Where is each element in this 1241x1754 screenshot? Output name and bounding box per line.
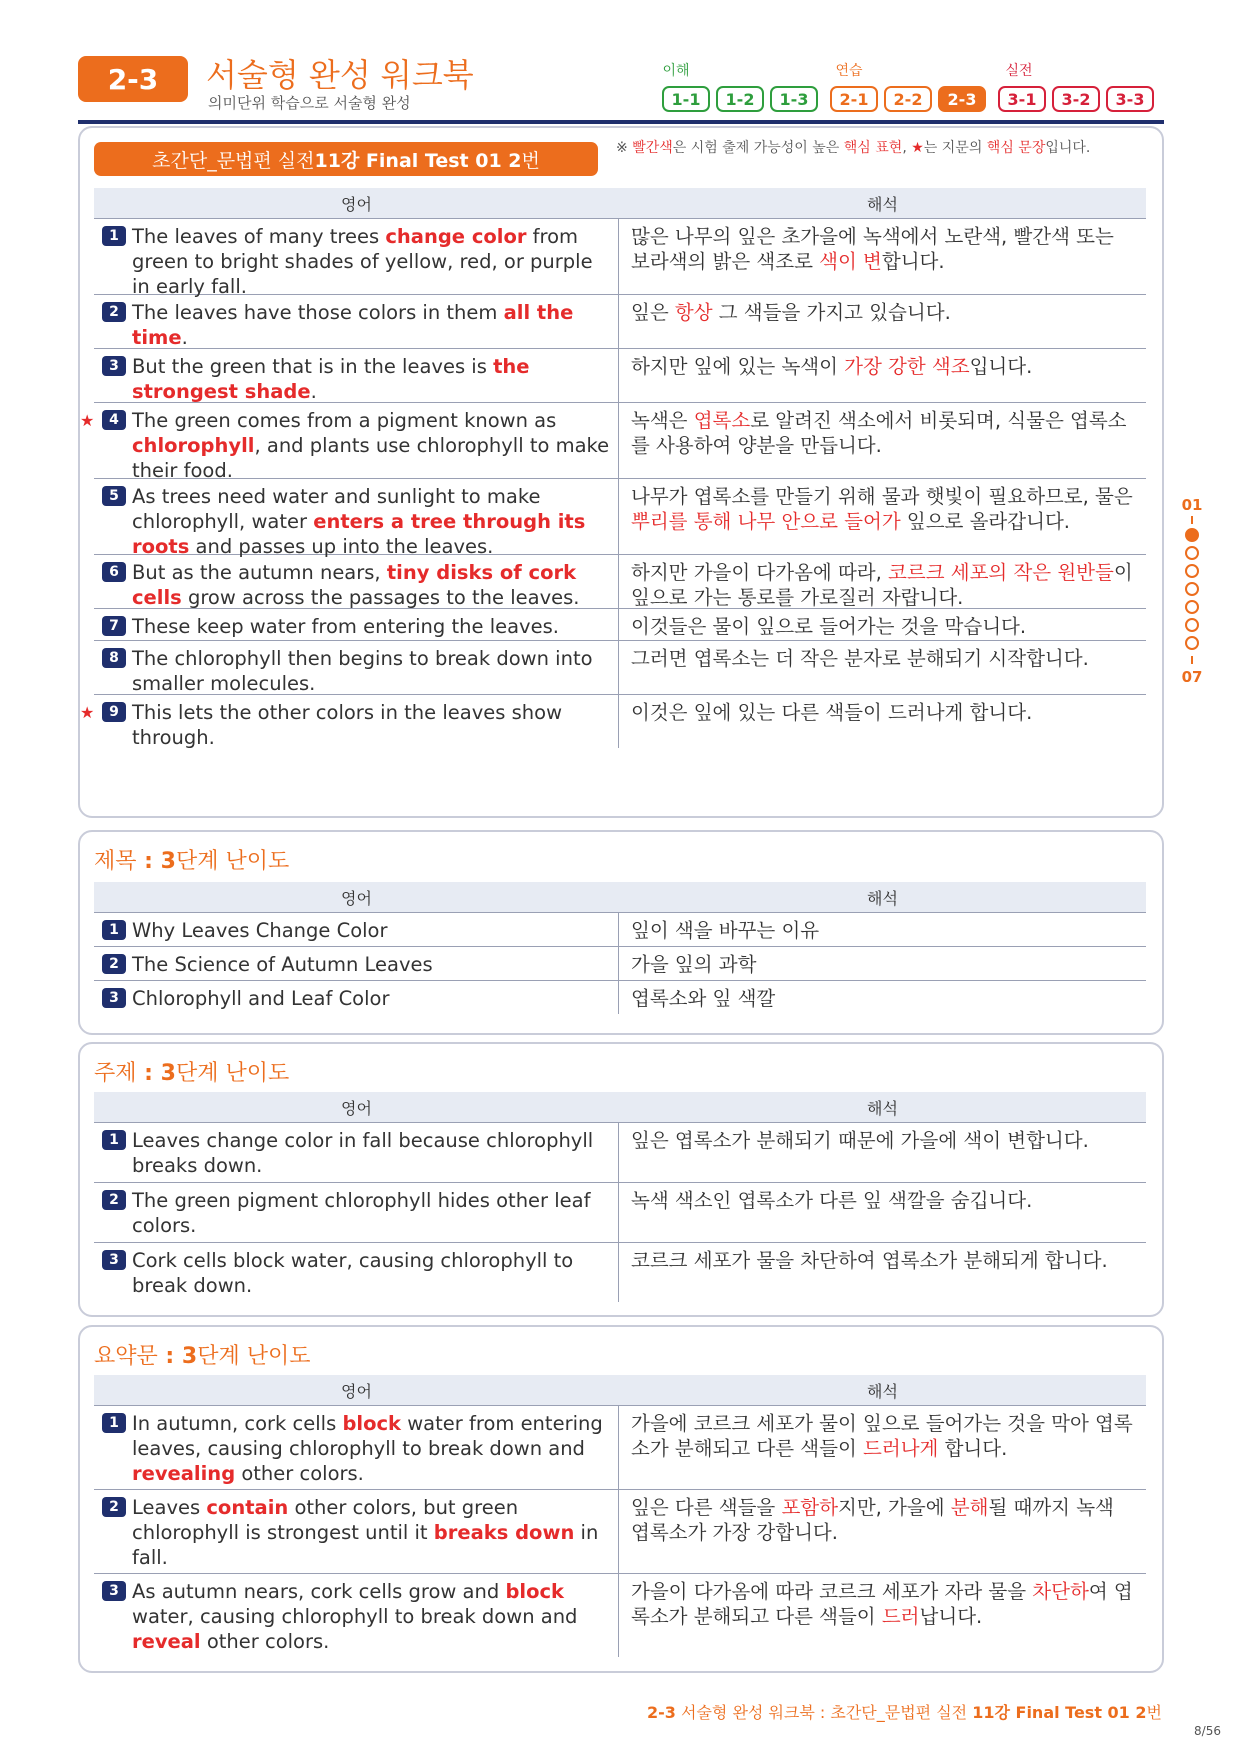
- page-footer: [0, 1700, 1162, 1723]
- key-expression: all the time: [132, 301, 574, 349]
- sentence-number-badge: 2: [102, 1497, 126, 1517]
- english-text: other colors.: [200, 1630, 330, 1653]
- side-nav-start: 01: [1181, 496, 1203, 514]
- english-text: But the green that is in the leaves is: [132, 355, 494, 378]
- korean-cell: [619, 641, 1146, 694]
- notice-red-text: 빨간색: [632, 140, 673, 156]
- sentence-number-badge: 4: [102, 410, 126, 430]
- english-cell: [80, 695, 619, 749]
- step-button-1-1[interactable]: 1-1: [662, 86, 710, 112]
- progress-dot[interactable]: [1185, 636, 1199, 650]
- section-label: 주제: [94, 1061, 137, 1086]
- english-cell: [94, 349, 619, 402]
- english-text: grow across the passages to the leaves.: [181, 586, 580, 609]
- step-button-2-2[interactable]: 2-2: [884, 86, 932, 112]
- table-row: [94, 1489, 1146, 1573]
- sentence-number-badge: 2: [102, 954, 126, 974]
- section-level-suffix: 단계 난이도: [175, 1061, 290, 1086]
- sentence-number-badge: 3: [102, 988, 126, 1008]
- key-expression: the strongest shade: [132, 355, 530, 403]
- english-cell: [94, 641, 619, 694]
- test-title-bold: 11강 Final Test 01 2: [314, 149, 522, 172]
- korean-cell: [619, 913, 1146, 946]
- summary-rows: [94, 1405, 1146, 1657]
- group-label-practice: 연습: [835, 63, 863, 79]
- group-label-understand: 이해: [662, 63, 690, 79]
- english-text: from green to bright shades of yellow, red, or purple in early fall.: [132, 225, 593, 298]
- test-title-suffix: 번: [521, 149, 540, 172]
- english-text: other colors, but green chlorophyll is strongest until it: [132, 1496, 519, 1544]
- key-translation: 드러나게: [863, 1437, 939, 1460]
- progress-dot[interactable]: [1185, 546, 1199, 560]
- key-translation: 차단하: [1032, 1580, 1089, 1603]
- english-text: The green comes from a pigment known as: [132, 409, 557, 432]
- english-text: Cork cells block water, causing chlorophyll to break down.: [132, 1249, 574, 1297]
- korean-cell: [619, 1490, 1146, 1573]
- column-header-english: 영어: [341, 1381, 372, 1401]
- korean-text: 그 색들을 가지고 있습니다.: [712, 301, 951, 324]
- table-row: [94, 980, 1146, 1014]
- column-header-korean: 해석: [867, 888, 898, 908]
- key-expression: enters a tree through its roots: [132, 510, 586, 558]
- english-cell: [94, 947, 619, 980]
- notice-text: 은 시험 출제 가능성이 높은: [672, 140, 844, 156]
- english-text: water, causing chlorophyll to break down and: [132, 1605, 578, 1628]
- key-expression: reveal: [132, 1630, 201, 1653]
- table-row: [94, 1182, 1146, 1242]
- english-text: in fall.: [132, 1521, 599, 1569]
- step-button-1-3[interactable]: 1-3: [770, 86, 818, 112]
- korean-cell: [619, 555, 1146, 608]
- page-number: 8/56: [1194, 1724, 1221, 1738]
- korean-cell: [619, 981, 1146, 1014]
- table-row: [94, 946, 1146, 980]
- title-panel: [78, 830, 1164, 1035]
- korean-text: 여 엽록소가 분해되고 다른 색들이: [631, 1580, 1133, 1628]
- step-button-3-1[interactable]: 3-1: [998, 86, 1046, 112]
- sentence-number-badge: 5: [102, 486, 126, 506]
- english-text: other colors.: [235, 1462, 364, 1485]
- star-icon: ★: [80, 411, 95, 430]
- footer-text: 서술형 완성 워크북 : 초간단_문법편 실전: [675, 1703, 973, 1722]
- notice-red-text: 핵심 표현: [843, 140, 903, 156]
- star-icon: ★: [80, 703, 95, 722]
- korean-text: 될 때까지 녹색 엽록소가 가장 강합니다.: [631, 1496, 1114, 1544]
- english-cell: [94, 295, 619, 348]
- english-text: water from entering leaves, causing chlorophyll to break down and: [132, 1412, 603, 1460]
- key-translation: 분해: [950, 1496, 989, 1519]
- english-text: Why Leaves Change Color: [132, 919, 388, 942]
- side-nav-line: [1191, 656, 1193, 664]
- table-row: [94, 294, 1146, 348]
- section-level-suffix: 단계 난이도: [197, 1344, 311, 1369]
- page-subtitle: 의미단위 학습으로 서술형 완성: [208, 94, 411, 112]
- korean-text: 지만, 가을에: [837, 1496, 951, 1519]
- sentence-number-badge: 1: [102, 920, 126, 940]
- english-text: , and plants use chlorophyll to make their food.: [132, 434, 610, 482]
- table-row: [94, 912, 1146, 946]
- english-text: The Science of Autumn Leaves: [132, 953, 433, 976]
- korean-text: 이것은 잎에 있는 다른 색들이 드러나게 합니다.: [631, 701, 1033, 724]
- korean-text: 코르크 세포가 물을 차단하여 엽록소가 분해되게 합니다.: [631, 1249, 1108, 1272]
- korean-text: 하지만 잎에 있는 녹색이: [631, 355, 845, 378]
- footer-badge: 2-3: [647, 1703, 676, 1722]
- footer-bold-text: 11강 Final Test 01 2: [972, 1703, 1147, 1722]
- english-text: .: [181, 326, 188, 349]
- key-expression: tiny disks of cork cells: [132, 561, 577, 609]
- star-icon: ★: [911, 140, 924, 156]
- english-text: Leaves change color in fall because chlorophyll breaks down.: [132, 1129, 594, 1177]
- section-title-title: [94, 844, 289, 875]
- section-level: : 3: [136, 849, 176, 874]
- korean-text: 가을 잎의 과학: [631, 953, 757, 976]
- key-expression: block: [505, 1580, 565, 1603]
- table-row: [94, 554, 1146, 608]
- korean-text: 많은 나무의 잎은 초가을에 녹색에서 노란색, 빨간색 또는 보라색의 밝은 색조로: [631, 225, 1114, 273]
- korean-text: 이 잎으로 가는 통로를 가로질러 자랍니다.: [631, 561, 1133, 609]
- english-text: The chlorophyll then begins to break down into smaller molecules.: [132, 647, 593, 695]
- korean-text: 입니다.: [969, 355, 1033, 378]
- theme-panel: [78, 1042, 1164, 1317]
- table-row: [94, 1573, 1146, 1657]
- korean-cell: [619, 1406, 1146, 1489]
- side-nav-line: [1191, 516, 1193, 524]
- section-title-summary: [94, 1339, 310, 1370]
- korean-cell: [619, 1243, 1146, 1302]
- english-text: The leaves have those colors in them: [132, 301, 504, 324]
- english-cell: [94, 609, 619, 640]
- step-button-3-2[interactable]: 3-2: [1052, 86, 1100, 112]
- korean-cell: [619, 947, 1146, 980]
- korean-cell: [619, 349, 1146, 402]
- korean-cell: [619, 479, 1146, 554]
- korean-cell: [619, 403, 1146, 478]
- section-label: 요약문: [94, 1344, 158, 1369]
- english-cell: [80, 403, 619, 482]
- sentence-number-badge: 3: [102, 1581, 126, 1601]
- section-level-suffix: 단계 난이도: [175, 849, 290, 874]
- table-row: [94, 640, 1146, 694]
- table-header: [94, 1375, 1146, 1405]
- step-button-2-1[interactable]: 2-1: [830, 86, 878, 112]
- korean-text: 잎은 엽록소가 분해되기 때문에 가을에 색이 변합니다.: [631, 1129, 1089, 1152]
- sentence-number-badge: 9: [102, 702, 126, 722]
- english-cell: [94, 479, 619, 558]
- korean-cell: [619, 295, 1146, 348]
- table-row: [94, 1242, 1146, 1302]
- progress-dot[interactable]: [1185, 564, 1199, 578]
- english-cell: [94, 1123, 619, 1182]
- korean-cell: [619, 219, 1146, 294]
- english-cell: [94, 981, 619, 1014]
- english-text: But as the autumn nears,: [132, 561, 387, 584]
- table-header: [94, 1092, 1146, 1122]
- page-title: 서술형 완성 워크북: [206, 56, 474, 94]
- english-text: .: [310, 380, 317, 403]
- side-nav-end: 07: [1181, 668, 1203, 686]
- sentence-number-badge: 6: [102, 562, 126, 582]
- summary-panel: [78, 1325, 1164, 1673]
- notice-text: 입니다.: [1045, 140, 1091, 156]
- sentence-number-badge: 1: [102, 226, 126, 246]
- english-cell: [94, 1490, 619, 1573]
- korean-text: 잎으로 올라갑니다.: [900, 510, 1070, 533]
- english-text: Chlorophyll and Leaf Color: [132, 987, 390, 1010]
- sentence-number-badge: 3: [102, 356, 126, 376]
- english-text: Leaves: [132, 1496, 207, 1519]
- table-row: [94, 218, 1146, 298]
- column-header-korean: 해석: [867, 1381, 898, 1401]
- column-header-korean: 해석: [867, 1098, 898, 1118]
- notice-red-text: 핵심 문장: [986, 140, 1046, 156]
- english-cell: [94, 1243, 619, 1302]
- column-header-english: 영어: [341, 194, 372, 214]
- section-title-theme: [94, 1056, 289, 1087]
- korean-text: 엽록소와 잎 색깔: [631, 987, 776, 1010]
- sentence-number-badge: 3: [102, 1250, 126, 1270]
- step-button-3-3[interactable]: 3-3: [1106, 86, 1154, 112]
- korean-cell: [619, 1183, 1146, 1242]
- progress-dot[interactable]: [1185, 600, 1199, 614]
- key-expression: block: [342, 1412, 402, 1435]
- korean-cell: [619, 1574, 1146, 1657]
- english-text: As autumn nears, cork cells grow and: [132, 1580, 506, 1603]
- sentence-number-badge: 7: [102, 616, 126, 636]
- korean-text: 하지만 가을이 다가옴에 따라,: [631, 561, 889, 584]
- progress-dot[interactable]: [1185, 618, 1199, 632]
- test-title: [94, 142, 598, 176]
- korean-text: 로 알려진 색소에서 비롯되며, 식물은 엽록소를 사용하여 양분을 만듭니다.: [631, 409, 1127, 457]
- key-expression: contain: [206, 1496, 289, 1519]
- table-row: [94, 1122, 1146, 1182]
- key-expression: breaks down: [433, 1521, 575, 1544]
- korean-text: 녹색은: [631, 409, 694, 432]
- table-row: [94, 1405, 1146, 1489]
- section-label: 제목: [94, 849, 137, 874]
- key-expression: revealing: [132, 1462, 236, 1485]
- english-cell: [94, 555, 619, 608]
- korean-text: 잎은: [631, 301, 675, 324]
- step-button-1-2[interactable]: 1-2: [716, 86, 764, 112]
- unit-badge: 2-3: [78, 56, 188, 102]
- english-cell: [94, 913, 619, 946]
- sentence-number-badge: 1: [102, 1130, 126, 1150]
- key-translation: 코르크 세포의 작은 원반들: [888, 561, 1114, 584]
- english-text: The leaves of many trees: [132, 225, 386, 248]
- legend-notice: [616, 138, 1156, 158]
- korean-text: 녹색 색소인 엽록소가 다른 잎 색깔을 숨깁니다.: [631, 1189, 1033, 1212]
- korean-text: 그러면 엽록소는 더 작은 분자로 분해되기 시작합니다.: [631, 647, 1089, 670]
- key-translation: 항상: [674, 301, 713, 324]
- english-text: The green pigment chlorophyll hides other leaf colors.: [132, 1189, 591, 1237]
- english-cell: [94, 219, 619, 298]
- column-header-english: 영어: [341, 888, 372, 908]
- korean-text: 나무가 엽록소를 만들기 위해 물과 햇빛이 필요하므로, 물은: [631, 485, 1133, 508]
- step-button-2-3[interactable]: 2-3: [938, 86, 986, 112]
- sentence-number-badge: 2: [102, 302, 126, 322]
- table-row: [94, 348, 1146, 402]
- english-text: In autumn, cork cells: [132, 1412, 343, 1435]
- table-row: [80, 402, 1146, 482]
- table-row: [80, 694, 1146, 749]
- english-text: These keep water from entering the leaves.: [132, 615, 559, 638]
- table-row: [94, 608, 1146, 640]
- key-translation: 엽록소: [693, 409, 751, 432]
- korean-text: 합니다.: [938, 1437, 1008, 1460]
- column-header-korean: 해석: [867, 194, 898, 214]
- korean-text: 잎이 색을 바꾸는 이유: [631, 919, 820, 942]
- key-translation: 뿌리를 통해 나무 안으로 들어가: [631, 510, 901, 533]
- side-progress-nav: [1180, 496, 1204, 696]
- key-expression: change color: [385, 225, 527, 248]
- notice-text: ,: [902, 140, 912, 156]
- english-text: and passes up into the leaves.: [189, 535, 494, 558]
- section-level: : 3: [157, 1344, 198, 1369]
- korean-cell: [619, 609, 1146, 640]
- korean-text: 잎은 다른 색들을: [631, 1496, 782, 1519]
- english-text: As trees need water and sunlight to make chlorophyll, water: [132, 485, 541, 533]
- notice-text: 는 지문의: [923, 140, 987, 156]
- korean-text: 합니다.: [881, 250, 945, 273]
- table-row: [94, 478, 1146, 558]
- english-cell: [94, 1574, 619, 1657]
- korean-cell: [619, 1123, 1146, 1182]
- passage-panel: [78, 126, 1164, 818]
- column-header-english: 영어: [341, 1098, 372, 1118]
- progress-dot[interactable]: [1185, 528, 1199, 542]
- key-translation: 가장 강한 색조: [844, 355, 970, 378]
- key-expression: chlorophyll: [132, 434, 255, 457]
- sentence-number-badge: 2: [102, 1190, 126, 1210]
- table-header: [94, 188, 1146, 218]
- key-translation: 포함하: [781, 1496, 838, 1519]
- english-text: This lets the other colors in the leaves show through.: [132, 701, 563, 749]
- page-header: [78, 52, 1164, 126]
- group-label-real: 실전: [1005, 63, 1033, 79]
- table-header: [94, 882, 1146, 912]
- passage-rows: [80, 218, 1146, 749]
- progress-dot[interactable]: [1185, 582, 1199, 596]
- theme-rows: [94, 1122, 1146, 1302]
- key-translation: 색이 변: [819, 250, 882, 273]
- korean-text: 가을이 다가옴에 따라 코르크 세포가 자라 물을: [631, 1580, 1033, 1603]
- sentence-number-badge: 8: [102, 648, 126, 668]
- key-translation: 드러: [881, 1605, 920, 1628]
- section-level: : 3: [136, 1061, 176, 1086]
- test-title-prefix: 초간단_문법편 실전: [152, 149, 315, 172]
- sentence-number-badge: 1: [102, 1413, 126, 1433]
- english-cell: [94, 1183, 619, 1242]
- korean-cell: [619, 695, 1146, 748]
- header-divider: [78, 120, 1164, 124]
- notice-text: ※: [616, 140, 633, 156]
- korean-text: 납니다.: [919, 1605, 983, 1628]
- footer-suffix: 번: [1146, 1703, 1162, 1722]
- english-cell: [94, 1406, 619, 1489]
- title-rows: [94, 912, 1146, 1014]
- korean-text: 이것들은 물이 잎으로 들어가는 것을 막습니다.: [631, 615, 1027, 638]
- korean-text: 가을에 코르크 세포가 물이 잎으로 들어가는 것을 막아 엽록소가 분해되고 다른 색들이: [631, 1412, 1133, 1460]
